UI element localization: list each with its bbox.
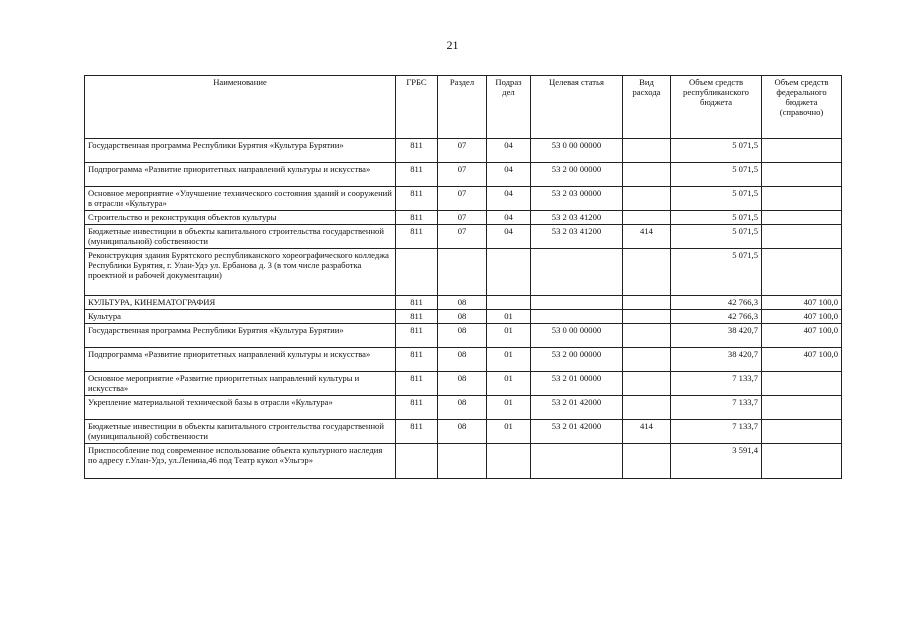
table-row — [85, 310, 842, 324]
table-row — [85, 225, 842, 249]
row-name: Основное мероприятие «Развитие приоритетных направлений культуры и искусства» — [85, 372, 396, 396]
row-grbs: 811 — [396, 187, 438, 211]
row-target — [531, 444, 623, 479]
table-row — [85, 420, 842, 444]
row-rep: 42 766,3 — [671, 310, 762, 324]
row-grbs: 811 — [396, 225, 438, 249]
table-row — [85, 324, 842, 348]
row-target: 53 2 03 00000 — [531, 187, 623, 211]
row-fed — [762, 211, 842, 225]
table-row — [85, 163, 842, 187]
row-target: 53 2 03 41200 — [531, 225, 623, 249]
row-vid — [623, 444, 671, 479]
row-rep: 5 071,5 — [671, 163, 762, 187]
row-fed — [762, 396, 842, 420]
row-razdel — [438, 444, 487, 479]
row-fed — [762, 187, 842, 211]
row-rep: 7 133,7 — [671, 420, 762, 444]
row-name: Укрепление материальной технической базы в отрасли «Культура» — [85, 396, 396, 420]
row-rep: 7 133,7 — [671, 396, 762, 420]
header-fed-budget: Объем средств федерального бюджета (справочно) — [762, 76, 842, 139]
row-razdel: 08 — [438, 310, 487, 324]
row-razdel — [438, 249, 487, 296]
row-vid — [623, 211, 671, 225]
row-target — [531, 310, 623, 324]
row-target: 53 2 00 00000 — [531, 163, 623, 187]
table-row — [85, 187, 842, 211]
row-fed — [762, 163, 842, 187]
row-razdel: 08 — [438, 372, 487, 396]
row-target — [531, 249, 623, 296]
row-target: 53 0 00 00000 — [531, 139, 623, 163]
row-rep: 5 071,5 — [671, 225, 762, 249]
row-grbs: 811 — [396, 163, 438, 187]
table-row — [85, 249, 842, 296]
row-name: Государственная программа Республики Бурятия «Культура Бурятии» — [85, 324, 396, 348]
row-podrazdel: 04 — [487, 163, 531, 187]
row-podrazdel — [487, 296, 531, 310]
row-rep: 38 420,7 — [671, 348, 762, 372]
row-razdel: 07 — [438, 187, 487, 211]
row-target: 53 2 00 00000 — [531, 348, 623, 372]
row-grbs: 811 — [396, 348, 438, 372]
row-razdel: 08 — [438, 296, 487, 310]
row-razdel: 07 — [438, 225, 487, 249]
row-fed: 407 100,0 — [762, 348, 842, 372]
row-vid — [623, 310, 671, 324]
row-vid — [623, 163, 671, 187]
row-fed — [762, 249, 842, 296]
header-grbs: ГРБС — [396, 76, 438, 139]
row-target: 53 0 00 00000 — [531, 324, 623, 348]
row-target: 53 2 01 42000 — [531, 420, 623, 444]
row-name: Реконструкция здания Бурятского республиканского хореографического колледжа Республики Бурятия, г. Улан-Удэ ул. Ербанова д. 3 (в том числе разработка проектной и рабочей документации) — [85, 249, 396, 296]
row-razdel: 08 — [438, 324, 487, 348]
table-row — [85, 139, 842, 163]
row-target: 53 2 03 41200 — [531, 211, 623, 225]
row-podrazdel: 01 — [487, 310, 531, 324]
row-podrazdel: 01 — [487, 420, 531, 444]
budget-table — [84, 75, 842, 479]
table-row — [85, 348, 842, 372]
row-grbs: 811 — [396, 420, 438, 444]
row-fed — [762, 444, 842, 479]
row-grbs — [396, 444, 438, 479]
row-fed: 407 100,0 — [762, 296, 842, 310]
row-vid — [623, 296, 671, 310]
row-vid: 414 — [623, 420, 671, 444]
header-razdel: Раздел — [438, 76, 487, 139]
row-podrazdel: 04 — [487, 139, 531, 163]
row-vid — [623, 396, 671, 420]
header-rep-budget: Объем средств республиканского бюджета — [671, 76, 762, 139]
row-grbs: 811 — [396, 139, 438, 163]
table-row — [85, 396, 842, 420]
table-row — [85, 296, 842, 310]
row-target — [531, 296, 623, 310]
row-vid — [623, 139, 671, 163]
row-grbs: 811 — [396, 296, 438, 310]
row-podrazdel: 04 — [487, 225, 531, 249]
row-grbs: 811 — [396, 324, 438, 348]
row-rep: 5 071,5 — [671, 249, 762, 296]
row-rep: 38 420,7 — [671, 324, 762, 348]
row-rep: 5 071,5 — [671, 139, 762, 163]
row-fed: 407 100,0 — [762, 310, 842, 324]
page-number: 21 — [446, 38, 459, 52]
row-name: Основное мероприятие «Улучшение технического состояния зданий и сооружений в отрасли «Культура» — [85, 187, 396, 211]
header-podrazdel: Подраз дел — [487, 76, 531, 139]
row-name: Государственная программа Республики Бурятия «Культура Бурятии» — [85, 139, 396, 163]
row-target: 53 2 01 00000 — [531, 372, 623, 396]
row-podrazdel: 04 — [487, 187, 531, 211]
row-vid — [623, 324, 671, 348]
row-grbs — [396, 249, 438, 296]
row-podrazdel — [487, 444, 531, 479]
row-vid: 414 — [623, 225, 671, 249]
row-rep: 7 133,7 — [671, 372, 762, 396]
row-fed — [762, 372, 842, 396]
row-name: Подпрограмма «Развитие приоритетных направлений культуры и искусства» — [85, 163, 396, 187]
row-razdel: 08 — [438, 420, 487, 444]
row-vid — [623, 372, 671, 396]
row-razdel: 07 — [438, 163, 487, 187]
row-name: Культура — [85, 310, 396, 324]
row-rep: 5 071,5 — [671, 187, 762, 211]
row-fed — [762, 420, 842, 444]
row-rep: 3 591,4 — [671, 444, 762, 479]
row-podrazdel: 01 — [487, 396, 531, 420]
row-podrazdel: 01 — [487, 372, 531, 396]
row-podrazdel — [487, 249, 531, 296]
row-name: Приспособление под современное использование объекта культурного наследия по адресу г.Улан-Удэ, ул.Ленина,46 под Театр кукол «Ульгэр» — [85, 444, 396, 479]
row-grbs: 811 — [396, 310, 438, 324]
row-grbs: 811 — [396, 396, 438, 420]
row-rep: 5 071,5 — [671, 211, 762, 225]
row-fed — [762, 139, 842, 163]
row-vid — [623, 187, 671, 211]
table-row — [85, 444, 842, 479]
row-name: КУЛЬТУРА, КИНЕМАТОГРАФИЯ — [85, 296, 396, 310]
header-vid: Вид расхода — [623, 76, 671, 139]
row-podrazdel: 01 — [487, 348, 531, 372]
row-name: Бюджетные инвестиции в объекты капитального строительства государственной (муниципальной) собственности — [85, 225, 396, 249]
row-vid — [623, 348, 671, 372]
row-razdel: 07 — [438, 211, 487, 225]
row-vid — [623, 249, 671, 296]
row-razdel: 08 — [438, 348, 487, 372]
row-razdel: 07 — [438, 139, 487, 163]
row-fed: 407 100,0 — [762, 324, 842, 348]
row-fed — [762, 225, 842, 249]
row-grbs: 811 — [396, 211, 438, 225]
table-row — [85, 372, 842, 396]
row-grbs: 811 — [396, 372, 438, 396]
row-razdel: 08 — [438, 396, 487, 420]
table-row — [85, 211, 842, 225]
row-podrazdel: 04 — [487, 211, 531, 225]
table-header-row — [85, 76, 842, 139]
row-rep: 42 766,3 — [671, 296, 762, 310]
header-name: Наименование — [85, 76, 396, 139]
row-name: Бюджетные инвестиции в объекты капитального строительства государственной (муниципальной) собственности — [85, 420, 396, 444]
row-target: 53 2 01 42000 — [531, 396, 623, 420]
row-name: Подпрограмма «Развитие приоритетных направлений культуры и искусства» — [85, 348, 396, 372]
row-name: Строительство и реконструкция объектов культуры — [85, 211, 396, 225]
row-podrazdel: 01 — [487, 324, 531, 348]
header-target: Целевая статья — [531, 76, 623, 139]
